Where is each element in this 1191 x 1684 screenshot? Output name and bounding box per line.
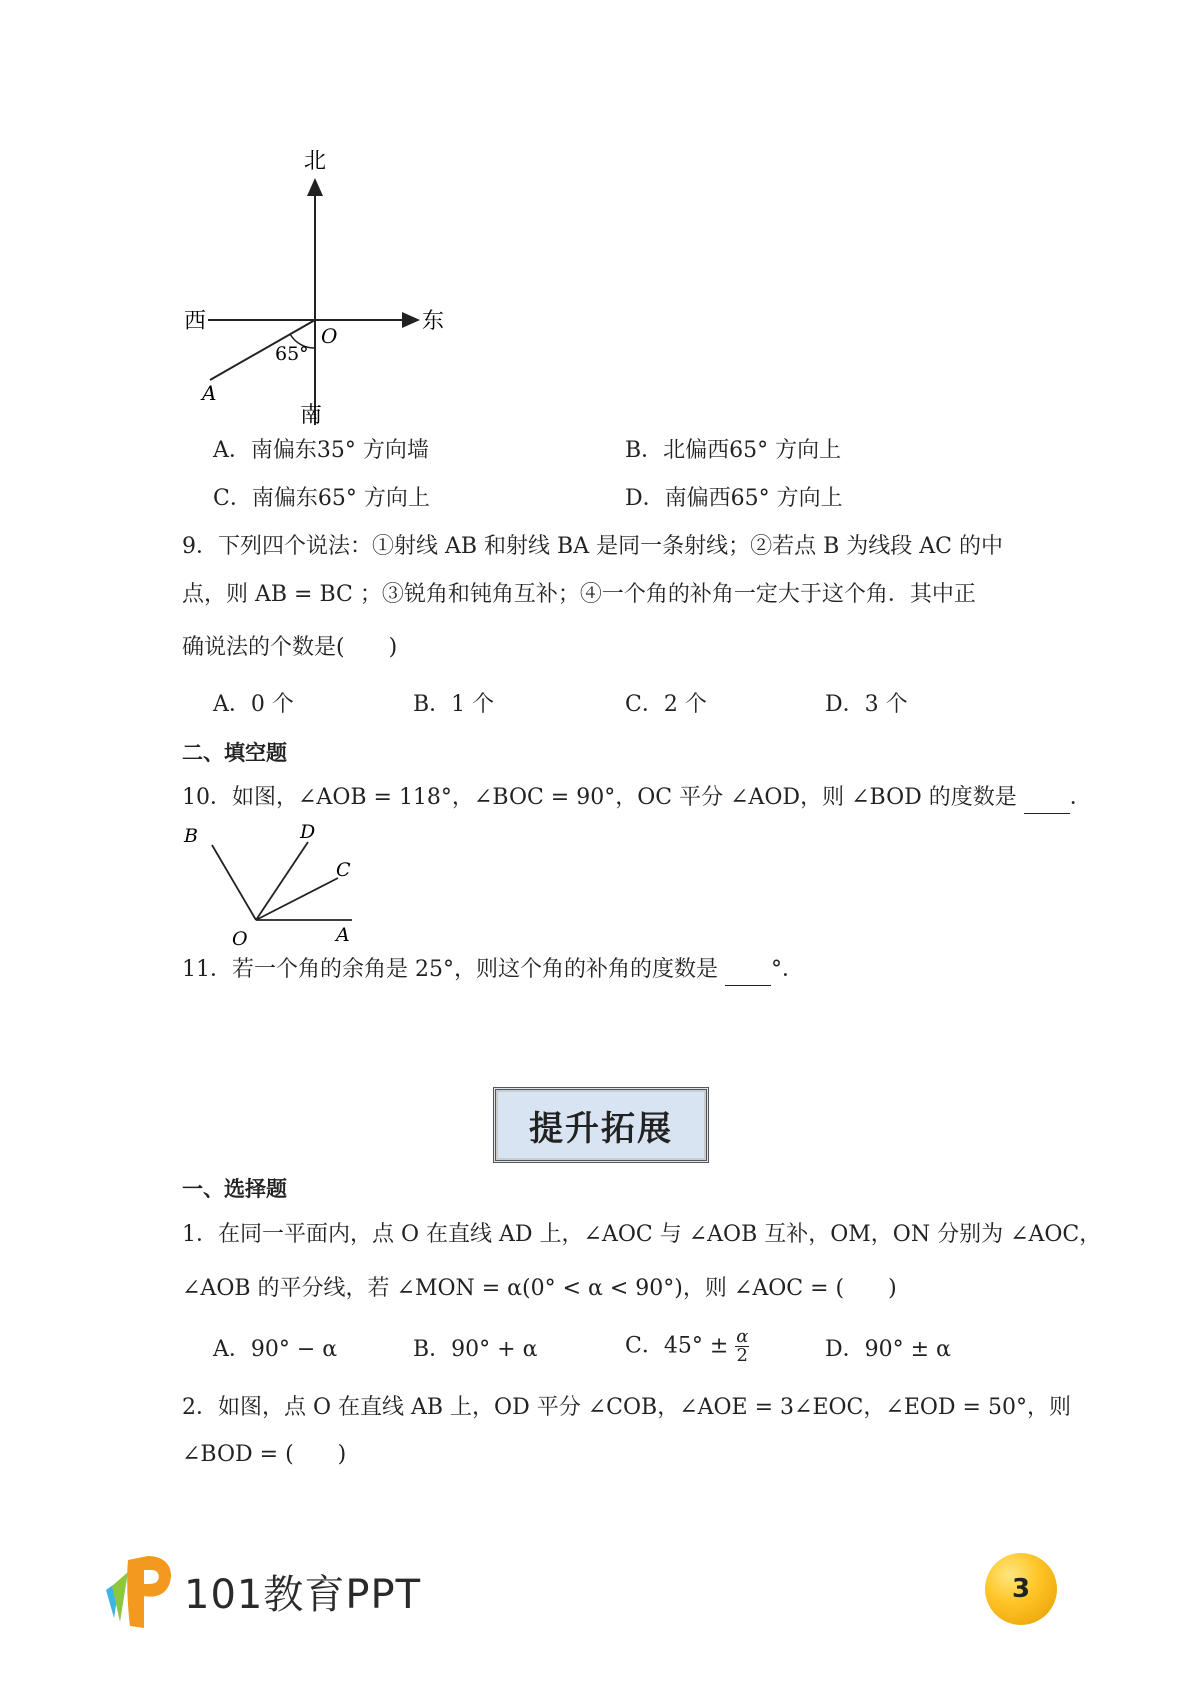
p2-line-1: 2．如图，点 O 在直线 AB 上，OD 平分 ∠COB，∠AOE = 3∠EOC，∠EOD = 50°，则 [182, 1395, 1071, 1420]
fig10-label-d: D [300, 821, 316, 843]
label-a: A [202, 381, 217, 405]
ray-oc [256, 878, 338, 920]
label-west: 西 [184, 309, 207, 334]
q8-option-a: A．南偏东35° 方向墙 [213, 438, 429, 463]
p1-line-1: 1．在同一平面内，点 O 在直线 AD 上，∠AOC 与 ∠AOB 互补，OM，ON 分别为 ∠AOC， [182, 1222, 1102, 1247]
label-east: 东 [422, 309, 445, 334]
ray-ob [212, 845, 256, 920]
page-number-badge [985, 1553, 1057, 1625]
brand-logo-text: 101教育PPT [184, 1572, 422, 1618]
q8-option-d: D．南偏西65° 方向上 [625, 486, 843, 511]
q8-option-b: B．北偏西65° 方向上 [625, 438, 842, 463]
fig10-label-c: C [336, 859, 351, 881]
p1-option-b: B．90° + α [413, 1337, 538, 1362]
fig10-label-a: A [336, 924, 350, 946]
label-angle: 65° [275, 343, 309, 365]
q10-answer-blank[interactable] [1024, 783, 1070, 814]
q11-question: 11．若一个角的余角是 25°，则这个角的补角的度数是 [182, 957, 718, 982]
ray-od [256, 842, 308, 920]
p2-line-2: ∠BOD = ( ) [182, 1442, 347, 1467]
q9-line-3: 确说法的个数是( ) [182, 635, 398, 660]
p1-option-d: D．90° ± α [825, 1337, 951, 1362]
q9-option-b: B．1 个 [413, 692, 495, 717]
q10-text [182, 783, 1092, 814]
q9-line-2: 点，则 AB = BC ；③锐角和钝角互补；④一个角的补角一定大于这个角．其中正 [182, 582, 976, 607]
p1-option-c [625, 1328, 749, 1365]
brand-logo-icon [100, 1550, 175, 1630]
frac-numerator: α [736, 1326, 749, 1347]
compass-figure [180, 140, 460, 430]
label-o: O [321, 324, 338, 348]
label-south: 南 [300, 403, 323, 428]
q10-figure [180, 820, 370, 950]
frac-denominator: 2 [736, 1345, 748, 1366]
q9-option-c: C．2 个 [625, 692, 707, 717]
p1-option-c-fraction [735, 1328, 749, 1365]
q9-option-d: D．3 个 [825, 692, 908, 717]
q9-line-1: 9．下列四个说法：①射线 AB 和射线 BA 是同一条射线；②若点 B 为线段 AC 的中 [182, 534, 1003, 559]
p1-line-2: ∠AOB 的平分线，若 ∠MON = α(0° < α < 90°)，则 ∠AOC = ( ) [182, 1276, 897, 1301]
fig10-label-o: O [232, 928, 248, 950]
section-banner: 提升拓展 [493, 1087, 709, 1163]
q8-option-c: C．南偏东65° 方向上 [213, 486, 430, 511]
q10-end: ． [1069, 785, 1092, 810]
q11-answer-blank[interactable] [725, 955, 771, 986]
q11-end: °． [770, 957, 804, 982]
page-number: 3 [1011, 1574, 1031, 1604]
section-fill-blank-heading: 二、填空题 [182, 741, 287, 765]
q10-question: 10．如图，∠AOB = 118°，∠BOC = 90°，OC 平分 ∠AOD，则 ∠BOD 的度数是 [182, 785, 1017, 810]
p1-option-c-prefix: C．45° ± [625, 1333, 729, 1359]
q11-text [182, 955, 804, 986]
p1-option-a: A．90° − α [213, 1337, 338, 1362]
section-choice-heading: 一、选择题 [182, 1177, 287, 1201]
label-north: 北 [304, 149, 327, 174]
q9-option-a: A．0 个 [213, 692, 294, 717]
fig10-label-b: B [184, 825, 198, 847]
